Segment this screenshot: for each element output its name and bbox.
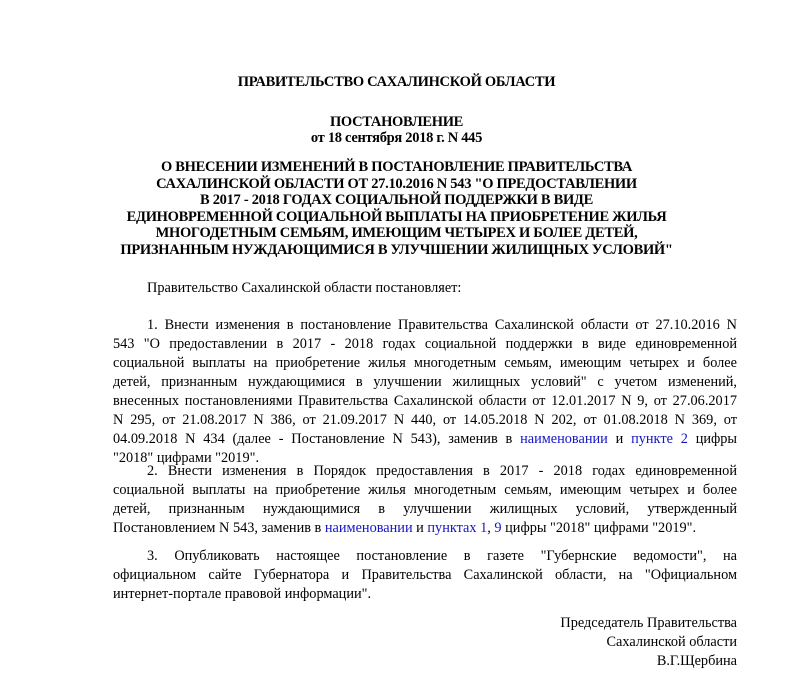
document-date-number: от 18 сентября 2018 г. N 445 <box>310 130 483 146</box>
signatory-position: Председатель Правительства <box>560 615 737 631</box>
paragraph-line: официальном сайте Губернатора и Правительства Сахалинской области, на "Официальном <box>113 567 737 583</box>
subject-line: МНОГОДЕТНЫМ СЕМЬЯМ, ИМЕЮЩИМ ЧЕТЫРЕХ И БОЛЕЕ ДЕТЕЙ, <box>155 225 638 241</box>
text-fragment: Постановлением N 543, заменив в <box>113 520 325 536</box>
paragraph-line: 1. Внести изменения в постановление Правительства Сахалинской области от 27.10.2016 N <box>147 317 737 333</box>
paragraph-line: детей, признанным нуждающимися в улучшении жилищных условий, утвержденный <box>113 501 737 517</box>
paragraph-line: 543 "О предоставлении в 2017 - 2018 годах социальной поддержки в виде единовременной <box>113 336 737 352</box>
paragraph-line: N 295, от 21.08.2017 N 386, от 21.09.2017 N 440, от 14.05.2018 N 202, от 01.08.2018 N 369, от <box>113 412 737 428</box>
subject-line: ПРИЗНАННЫМ НУЖДАЮЩИМИСЯ В УЛУЧШЕНИИ ЖИЛИЩНЫХ УСЛОВИЙ" <box>120 241 673 258</box>
document-type-heading: ПОСТАНОВЛЕНИЕ <box>329 114 464 130</box>
paragraph-line <box>113 519 737 538</box>
paragraph-line: интернет-портале правовой информации". <box>113 586 372 602</box>
document-subject-title <box>0 159 793 258</box>
signature-block <box>560 614 737 671</box>
paragraph-line: 2. Внести изменения в Порядок предоставления в 2017 - 2018 годах единовременной <box>147 463 737 479</box>
paragraph-line: социальной выплаты на приобретение жилья многодетным семьям, имеющим четырех и более <box>113 482 737 498</box>
authority-heading: ПРАВИТЕЛЬСТВО САХАЛИНСКОЙ ОБЛАСТИ <box>237 74 556 90</box>
link-naming[interactable]: наименовании <box>520 431 608 447</box>
text-fragment: , <box>487 520 495 536</box>
text-fragment: цифры "2018" цифрами "2019". <box>501 520 697 536</box>
link-points-1[interactable]: пунктах 1 <box>427 520 488 536</box>
text-fragment: и <box>412 520 428 536</box>
paragraph-line: "2018" цифрами "2019". <box>113 450 260 466</box>
text-fragment: и <box>615 431 624 447</box>
subject-line: САХАЛИНСКОЙ ОБЛАСТИ ОТ 27.10.2016 N 543 "О ПРЕДОСТАВЛЕНИИ <box>156 175 637 192</box>
intro-statement: Правительство Сахалинской области постановляет: <box>147 280 462 296</box>
paragraph-line: внесенных постановлениями Правительства Сахалинской области от 12.01.2017 N 9, от 27.06.2017 <box>113 393 737 409</box>
paragraph-line: детей, признанным нуждающимися в улучшении жилищных условий" с учетом изменений, <box>113 374 737 390</box>
text-fragment: 04.09.2018 N 434 (далее - Постановление N 543), заменив в <box>113 431 513 447</box>
subject-line: В 2017 - 2018 ГОДАХ СОЦИАЛЬНОЙ ПОДДЕРЖКИ В ВИДЕ <box>200 192 593 208</box>
link-point-9[interactable]: 9 <box>494 520 502 536</box>
text-fragment: цифры <box>695 431 738 447</box>
link-naming[interactable]: наименовании <box>324 520 413 536</box>
paragraph-line: социальной выплаты на приобретение жилья многодетным семьям, имеющим четырех и более <box>113 355 737 371</box>
subject-line: О ВНЕСЕНИИ ИЗМЕНЕНИЙ В ПОСТАНОВЛЕНИЕ ПРАВИТЕЛЬСТВА <box>160 159 632 175</box>
subject-line: ЕДИНОВРЕМЕННОЙ СОЦИАЛЬНОЙ ВЫПЛАТЫ НА ПРИОБРЕТЕНИЕ ЖИЛЬЯ <box>126 208 667 225</box>
signatory-region: Сахалинской области <box>606 634 737 650</box>
paragraph-line <box>113 430 737 449</box>
paragraph-line: 3. Опубликовать настоящее постановление в газете "Губернские ведомости", на <box>147 548 737 564</box>
signatory-name: В.Г.Щербина <box>656 653 737 669</box>
link-point-2[interactable]: пункте 2 <box>631 431 688 447</box>
